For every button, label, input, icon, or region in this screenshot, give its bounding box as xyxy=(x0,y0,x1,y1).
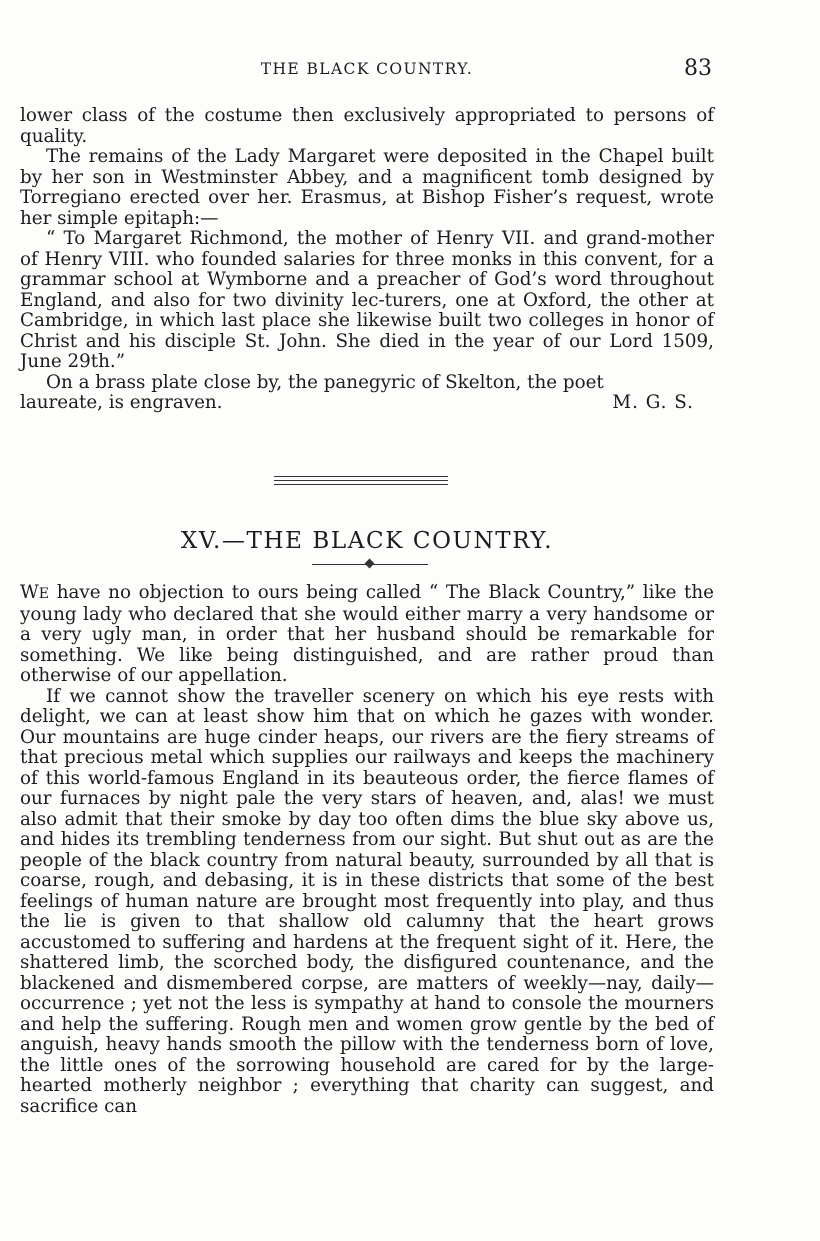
paragraph: On a brass plate close by, the panegyric of Skelton, the poet xyxy=(46,371,604,393)
ornamental-rule xyxy=(312,559,428,569)
previous-article-ending xyxy=(20,106,714,414)
chapter-body xyxy=(20,583,714,1117)
book-page xyxy=(20,0,714,1241)
page-header xyxy=(20,58,714,88)
paragraph xyxy=(20,583,714,687)
epitaph-quote: “ To Margaret Richmond, the mother of Henry VII. and grand-mother of Henry VIII. who founded salaries for three monks in this convent, for a grammar school at Wymborne and a preacher of God’s word throughout England, and also for two divinity lec-turers, one at Oxford, the other at Cambridge, in which last place she likewise built two colleges in honor of Christ and his disciple St. John. She died in the year of our Lord 1509, June 29th.” xyxy=(20,228,714,372)
paragraph-text: have no objection to ours being called “ The Black Country,” like the young lady who declared that she would either marry a very handsome or a very ugly man, in order that her husband should be remarkable for something. We like being distinguished, and are rather proud than otherwise of our appellation. xyxy=(20,582,714,686)
closing-text: laureate, is engraven. xyxy=(20,392,223,413)
paragraph: lower class of the costume then exclusively appropriated to persons of quality. xyxy=(20,105,714,147)
closing-line xyxy=(20,393,714,414)
running-title: THE BLACK COUNTRY. xyxy=(260,60,474,78)
chapter-title: XV.—THE BLACK COUNTRY. xyxy=(180,528,554,554)
section-divider xyxy=(274,476,448,485)
paragraph: If we cannot show the traveller scenery on which his eye rests with delight, we can at least show him that on which he gazes with wonder. Our mountains are huge cinder heaps, our rivers are the fiery streams of that precious metal which supplies our railways and keeps the machinery of this world-famous England in its beauteous order, the fierce flames of our furnaces by night pale the very stars of heaven, and, alas! we must also admit that their smoke by day too often dims the blue sky above us, and hides its trembling tenderness from our sight. But shut out as are the people of the black country from natural beauty, surrounded by all that is coarse, rough, and debasing, it is in these districts that some of the best feelings of human nature are brought most frequently into play, and thus the lie is given to that shallow old calumny that the heart grows accustomed to suffering and hardens at the frequent sight of it. Here, the shattered limb, the scorched body, the disfigured countenance, and the blackened and dismembered corpse, are matters of weekly—nay, daily—occurrence ; yet not the less is sympathy at hand to console the mourners and help the suffering. Rough men and women grow gentle by the bed of anguish, heavy hands smooth the pillow with the tenderness born of love, the little ones of the sorrowing household are cared for by the large-hearted motherly neighbor ; everything that charity can suggest, and sacrifice can xyxy=(20,685,714,1117)
page-number: 83 xyxy=(684,56,712,81)
dropcap: W xyxy=(20,582,39,603)
author-signature: M. G. S. xyxy=(612,392,694,413)
smallcap: E xyxy=(38,586,50,602)
paragraph: The remains of the Lady Margaret were deposited in the Chapel built by her son in Westminster Abbey, and a magnificent tomb designed by Torregiano erected over her. Erasmus, at Bishop Fisher’s request, wrote her simple epitaph:— xyxy=(20,146,714,229)
